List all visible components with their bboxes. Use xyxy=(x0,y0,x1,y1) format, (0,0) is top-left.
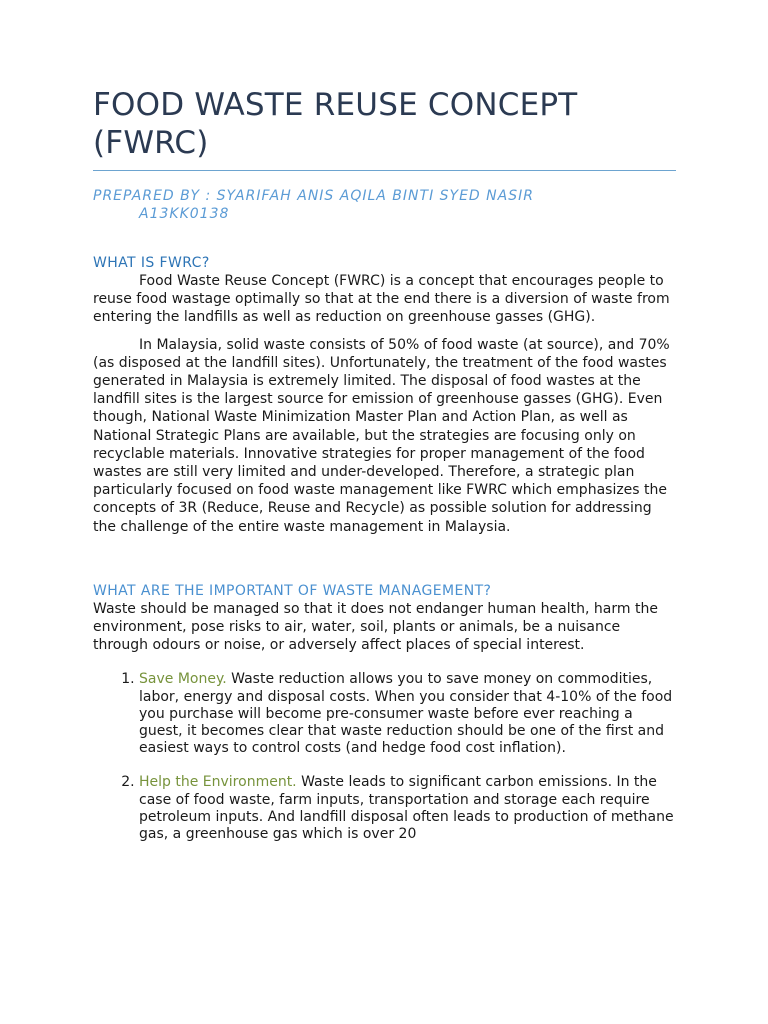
byline xyxy=(93,187,678,223)
numbered-list xyxy=(93,671,678,843)
paragraph: In Malaysia, solid waste consists of 50% of food waste (at source), and 70% (as disposed at the landfill sites). Unfortunately, the treatment of the food wastes generated in Malaysia is extremely limited. The disposal of food wastes at the landfill sites is the largest source for emission of greenhouse gasses (GHG). Even though, National Waste Minimization Master Plan and Action Plan, as well as National Strategic Plans are available, but the strategies are focusing only on recyclable materials. Innovative strategies for proper management of the food wastes are still very limited and under-developed. Therefore, a strategic plan particularly focused on food waste management like FWRC which emphasizes the concepts of 3R (Reduce, Reuse and Recycle) as possible solution for addressing the challenge of the entire waste management in Malaysia. xyxy=(93,336,670,535)
list-item xyxy=(139,774,678,843)
list-item-text: Waste leads to significant carbon emissions. In the case of food waste, farm inputs, transportation and storage each require petroleum inputs. And landfill disposal often leads to production of methane gas, a greenhouse gas which is over 20 xyxy=(139,774,674,843)
title-line-1: FOOD WASTE REUSE CONCEPT xyxy=(93,87,578,123)
document-page xyxy=(93,86,678,860)
section-heading-what-is-fwrc: WHAT IS FWRC? xyxy=(93,255,210,271)
document-title xyxy=(93,86,678,162)
section-heading-importance: WHAT ARE THE IMPORTANT OF WASTE MANAGEMENT? xyxy=(93,582,492,599)
byline-student-id: A13KK0138 xyxy=(139,206,230,222)
list-item-lead: Save Money. xyxy=(139,671,227,688)
paragraph: Waste should be managed so that it does not endanger human health, harm the environment, pose risks to air, water, soil, plants or animals, be a nuisance through odours or noise, or adversely affect places of special interest. xyxy=(93,600,658,654)
title-divider xyxy=(93,170,676,171)
list-item-text: Waste reduction allows you to save money on commodities, labor, energy and disposal costs. When you consider that 4-10% of the food you purchase will become pre-consumer waste before ever reaching a guest, it becomes clear that waste reduction should be one of the first and easiest ways to control costs (and hedge food cost inflation). xyxy=(139,671,673,757)
title-line-2: (FWRC) xyxy=(93,125,209,161)
list-item-lead: Help the Environment. xyxy=(139,774,297,791)
byline-author: PREPARED BY : SYARIFAH ANIS AQILA BINTI SYED NASIR xyxy=(93,188,534,204)
paragraph: Food Waste Reuse Concept (FWRC) is a concept that encourages people to reuse food wastage optimally so that at the end there is a diversion of waste from entering the landfills as well as reduction on greenhouse gasses (GHG). xyxy=(93,273,670,326)
list-item xyxy=(139,671,678,757)
